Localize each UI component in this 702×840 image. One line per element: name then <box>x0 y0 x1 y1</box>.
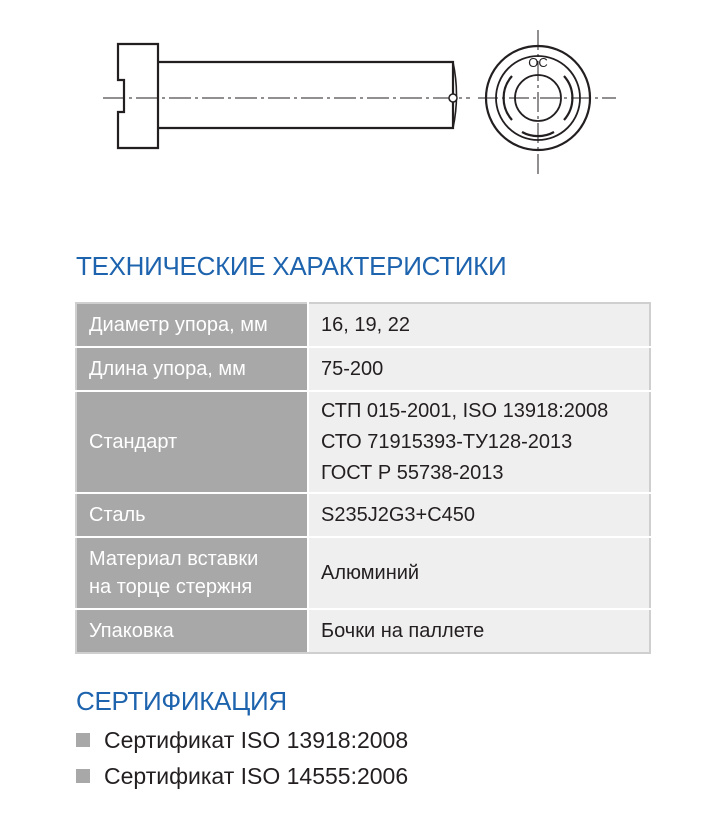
row-value-steel: S235J2G3+C450 <box>308 493 650 537</box>
table-row <box>76 303 650 347</box>
table-row <box>76 493 650 537</box>
table-row <box>76 537 650 609</box>
row-value-diameter: 16, 19, 22 <box>308 303 650 347</box>
table-row <box>76 347 650 391</box>
stud-end-view <box>478 30 616 176</box>
label-line: Материал вставки <box>89 548 259 570</box>
row-value-insert-material: Алюминий <box>308 537 650 609</box>
row-value-standard <box>308 391 650 493</box>
specs-table <box>75 302 651 654</box>
list-item <box>76 722 408 758</box>
row-label-length: Длина упора, мм <box>76 347 308 391</box>
certification-title: СЕРТИФИКАЦИЯ <box>76 686 287 716</box>
end-view-stamp: ОС <box>528 55 548 70</box>
row-label-insert-material <box>76 537 308 609</box>
certificate-text: Сертификат ISO 14555:2006 <box>104 762 409 789</box>
row-label-standard: Стандарт <box>76 391 308 493</box>
stud-drawing <box>0 0 702 200</box>
row-value-packaging: Бочки на паллете <box>308 609 650 653</box>
row-label-steel: Сталь <box>76 493 308 537</box>
center-point <box>449 94 457 102</box>
certification-list <box>76 722 408 794</box>
row-label-packaging: Упаковка <box>76 609 308 653</box>
list-item <box>76 758 408 794</box>
square-bullet-icon <box>76 769 90 783</box>
square-bullet-icon <box>76 733 90 747</box>
table-row <box>76 391 650 493</box>
table-row <box>76 609 650 653</box>
standard-line: СТО 71915393-ТУ128-2013 <box>321 430 573 453</box>
row-value-length: 75-200 <box>308 347 650 391</box>
certificate-text: Сертификат ISO 13918:2008 <box>104 726 409 753</box>
specs-title: ТЕХНИЧЕСКИЕ ХАРАКТЕРИСТИКИ <box>76 251 507 281</box>
stud-side-view <box>118 44 457 148</box>
standard-line: СТП 015-2001, ISO 13918:2008 <box>321 399 609 422</box>
standard-line: ГОСТ Р 55738-2013 <box>321 461 504 484</box>
row-label-diameter: Диаметр упора, мм <box>76 303 308 347</box>
label-line: на торце стержня <box>89 576 253 598</box>
